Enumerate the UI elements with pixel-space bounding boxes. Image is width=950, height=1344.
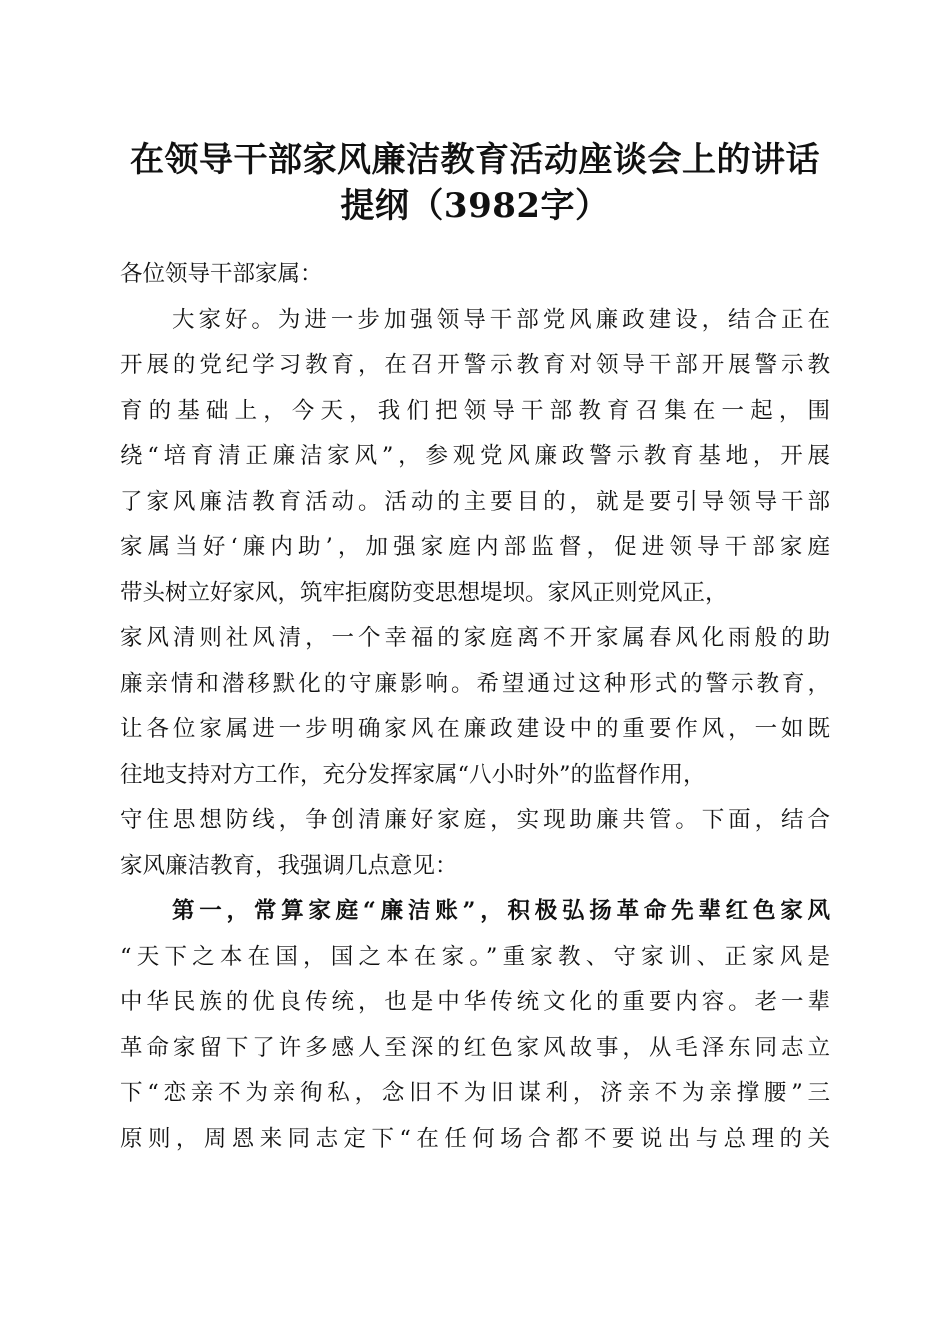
paragraph-line: 开展的党纪学习教育，在召开警示教育对领导干部开展警示教	[120, 352, 830, 378]
paragraph-line: 家属当好‘廉内助’，加强家庭内部监督，促进领导干部家庭	[120, 534, 830, 560]
paragraph-line: 了家风廉洁教育活动。活动的主要目的，就是要引导领导干部	[120, 488, 830, 515]
document-title-line-1: 在领导干部家风廉洁教育活动座谈会上的讲话	[130, 140, 820, 180]
paragraph-line: 绕“培育清正廉洁家风”，参观党风廉政警示教育基地，开展	[120, 443, 830, 469]
paragraph-line: 往地支持对方工作，充分发挥家属“八小时外”的监督作用，	[120, 761, 706, 788]
paragraph-line: 原则，周恩来同志定下“在任何场合都不要说出与总理的关	[120, 1125, 830, 1152]
paragraph-line: “天下之本在国，国之本在家。”重家教、守家训、正家风是	[120, 943, 830, 970]
paragraph-line: 廉亲情和潜移默化的守廉影响。希望通过这种形式的警示教育，	[120, 670, 830, 697]
paragraph-line: 革命家留下了许多感人至深的红色家风故事，从毛泽东同志立	[120, 1034, 830, 1061]
salutation: 各位领导干部家属：	[120, 261, 323, 287]
paragraph-line: 家风廉洁教育，我强调几点意见：	[120, 852, 458, 879]
paragraph-line: 带头树立好家风，筑牢拒腐防变思想堤坝。家风正则党风正，	[120, 579, 728, 606]
document-body	[120, 252, 830, 1162]
paragraph-line: 下“恋亲不为亲徇私，念旧不为旧谋利，济亲不为亲撑腰”三	[120, 1080, 830, 1106]
document-title-line-2: 提纲（3982字）	[340, 186, 610, 226]
paragraph-line: 大家好。为进一步加强领导干部党风廉政建设，结合正在	[172, 306, 830, 333]
paragraph-line: 中华民族的优良传统，也是中华传统文化的重要内容。老一辈	[120, 989, 830, 1015]
paragraph-line: 让各位家属进一步明确家风在廉政建设中的重要作风，一如既	[120, 716, 830, 742]
paragraph-line: 家风清则社风清，一个幸福的家庭离不开家属春风化雨般的助	[120, 625, 830, 651]
paragraph-line: 育的基础上，今天，我们把领导干部教育召集在一起，围	[120, 397, 830, 424]
paragraph-line: 守住思想防线，争创清廉好家庭，实现助廉共管。下面，结合	[120, 807, 830, 833]
section-heading: 第一，常算家庭“廉洁账”，积极弘扬革命先辈红色家风	[172, 898, 830, 924]
